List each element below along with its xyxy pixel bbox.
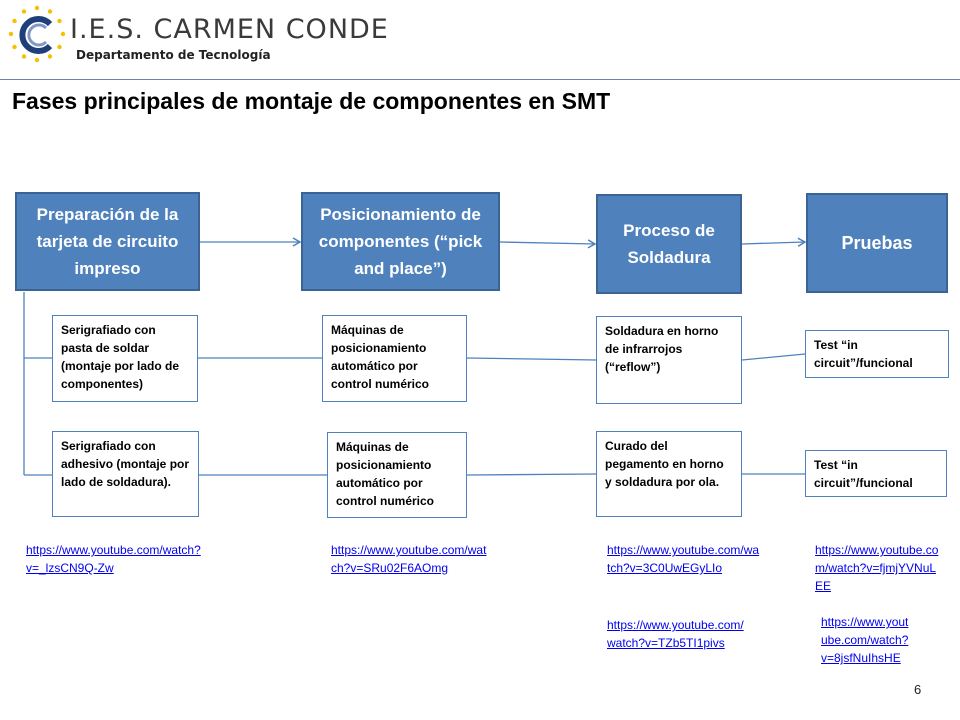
video-link-soldering-2[interactable]: https://www.youtube.com/watch?v=TZb5TI1pivs [607, 618, 744, 650]
detail-box-test: Test “in circuit”/funcional [805, 330, 949, 378]
detail-box-reflow: Soldadura en horno de infrarrojos (“reflow”) [596, 316, 742, 404]
phase-box-positioning: Posicionamiento de componentes (“pick and place”) [301, 192, 500, 291]
row1-link-3-4 [742, 354, 805, 360]
detail-box-solder-paste: Serigrafiado con pasta de soldar (montaje por lado de componentes) [52, 315, 198, 402]
video-link-tests-1[interactable]: https://www.youtube.com/watch?v=fjmjYVNuLEE [815, 543, 939, 593]
school-name: I.E.S. CARMEN CONDE [70, 14, 389, 45]
arrow-phase2-to-phase3 [500, 242, 595, 244]
phase-box-tests: Pruebas [806, 193, 948, 293]
video-link-positioning[interactable]: https://www.youtube.com/watch?v=SRu02F6AOmg [331, 543, 487, 575]
department-name: Departamento de Tecnología [76, 48, 271, 62]
video-link-preparation[interactable]: https://www.youtube.com/watch?v=_lzsCN9Q-Zw [26, 543, 201, 575]
page-number: 6 [914, 682, 922, 697]
row1-link-2-3 [467, 358, 596, 360]
row2-link-2-3 [467, 474, 596, 475]
slide-title: Fases principales de montaje de componentes en SMT [12, 88, 611, 114]
phase-box-soldering: Proceso de Soldadura [596, 194, 742, 294]
arrow-phase3-to-phase4 [742, 242, 805, 244]
phase-box-preparation: Preparación de la tarjeta de circuito impreso [15, 192, 200, 291]
detail-box-test-2: Test “in circuit”/funcional [805, 450, 947, 497]
detail-box-placement-machines-2: Máquinas de posicionamiento automático por control numérico [327, 432, 467, 518]
branch-line [24, 292, 52, 358]
detail-box-placement-machines: Máquinas de posicionamiento automático por control numérico [322, 315, 467, 402]
video-link-soldering-1[interactable]: https://www.youtube.com/watch?v=3C0UwEGyLIo [607, 543, 760, 575]
detail-box-adhesive: Serigrafiado con adhesivo (montaje por lado de soldadura). [52, 431, 199, 517]
detail-box-wave-solder: Curado del pegamento en horno y soldadura por ola. [596, 431, 742, 517]
video-link-tests-2[interactable]: https://www.youtube.com/watch?v=8jsfNuIhsHE [821, 615, 909, 665]
